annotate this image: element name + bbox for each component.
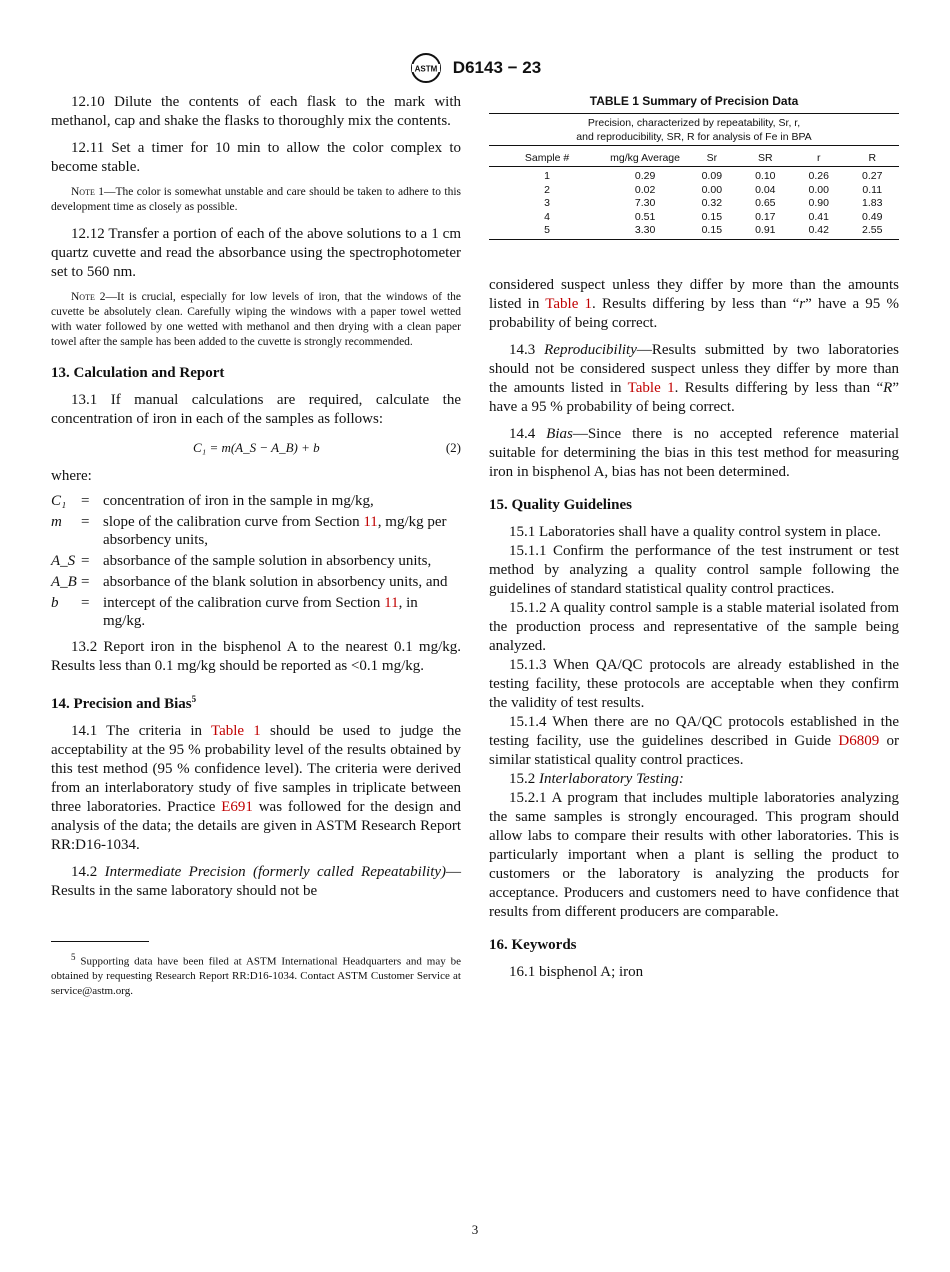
- table-title: TABLE 1 Summary of Precision Data: [589, 94, 799, 108]
- section-11-link[interactable]: 11: [384, 595, 399, 611]
- note-2: [51, 290, 461, 350]
- table-caption: Precision, characterized by repeatability, Sr, r, and reproducibility, SR, R for analysis of Fe in BPA: [489, 113, 899, 146]
- d6809-link[interactable]: D6809: [838, 733, 880, 749]
- data-table: [489, 146, 899, 240]
- note-2-label: Note 2: [71, 291, 106, 303]
- table-header-row: [489, 146, 899, 167]
- paragraph-14-1: 14.1 The criteria in Table 1 should be used to judge the acceptability at the 95 % probability level of the results obtained by this test method (95 % confidence level). The criteria were derived from an interlaboratory study of five samples in triplicate between three laboratories. Practice E691 was followed for the design and analysis of the data; the details are given in ASTM Research Report RR:D16-1034.: [51, 723, 461, 853]
- definition-text: absorbance of the sample solution in absorbency units,: [103, 553, 432, 569]
- e691-link[interactable]: E691: [221, 799, 253, 815]
- definition-symbol: A_S: [51, 553, 76, 569]
- note-1: [51, 185, 461, 215]
- column-header: Sr: [685, 146, 738, 167]
- definition-symbol: C₁: [51, 493, 67, 509]
- astm-logo-icon: [409, 52, 443, 84]
- section-13-heading: 13. Calculation and Report: [51, 365, 225, 381]
- paragraph-14-4: 14.4 Bias—Since there is no accepted reference material suitable for determining the bias in this test method for measuring iron in bisphenol A, bias has not been determined.: [489, 426, 899, 480]
- paragraph-12-10: 12.10 Dilute the contents of each flask to the mark with methanol, cap and shake the flasks to thoroughly mix the contents.: [51, 94, 461, 129]
- definition-row: m = slope of the calibration curve from Section 11, mg/kg per absorbency units,: [51, 513, 461, 549]
- table-row: 1 0.29 0.09 0.10 0.26 0.27: [544, 170, 883, 182]
- paragraph-15-2-1: 15.2.1 A program that includes multiple laboratories analyzing the same samples is strongly encouraged. This program should allow labs to compare their results with other laboratories. This is particularly important when a plant is selling the product to customers or the laboratory is analyzing the products for acceptance. Producers and customers need to have confidence that results from different producers are comparable.: [489, 790, 899, 920]
- table-1-link[interactable]: Table 1: [545, 296, 593, 312]
- page-number: 3: [471, 1222, 479, 1237]
- right-column: [489, 276, 899, 990]
- paragraph-14-2-continued: considered suspect unless they differ by more than the amounts listed in Table 1. Results differing by less than “r” have a 95 % probability of being correct.: [489, 277, 899, 331]
- column-header: Sample #: [489, 146, 605, 167]
- paragraph-15-1: 15.1 Laboratories shall have a quality control system in place.: [509, 524, 881, 540]
- paragraph-16-1: 16.1 bisphenol A; iron: [509, 964, 644, 980]
- paragraph-13-2: 13.2 Report iron in the bisphenol A to the nearest 0.1 mg/kg. Results less than 0.1 mg/kg should be reported as <0.1 mg/kg.: [51, 639, 461, 674]
- page-header: [0, 52, 950, 84]
- definition-text: slope of the calibration curve from Section 11, mg/kg per absorbency units,: [103, 514, 447, 548]
- definition-symbol: A_B: [51, 574, 77, 590]
- section-16-heading: 16. Keywords: [489, 937, 577, 953]
- note-1-label: Note 1: [71, 186, 104, 198]
- paragraph-14-2: 14.2 Intermediate Precision (formerly called Repeatability)—Results in the same laboratory should not be: [51, 864, 462, 899]
- definition-row: b = intercept of the calibration curve from Section 11, in mg/kg.: [51, 594, 461, 630]
- paragraph-13-1: 13.1 If manual calculations are required, calculate the concentration of iron in each of the samples as follows:: [51, 392, 461, 427]
- paragraph-15-1-1: 15.1.1 Confirm the performance of the test instrument or test method by analyzing a quality control sample following the guidelines of standard statistical quality control practices.: [489, 543, 899, 597]
- column-header: mg/kg Average: [605, 146, 685, 167]
- equation-number: (2): [445, 440, 461, 455]
- column-header: SR: [739, 146, 792, 167]
- paragraph-15-1-3: 15.1.3 When QA/QC protocols are already established in the testing facility, these protocols are acceptable when they confirm the validity of test results.: [489, 657, 899, 711]
- paragraph-15-1-2: 15.1.2 A quality control sample is a stable material isolated from the production process and representative of the sample being analyzed.: [489, 600, 899, 654]
- section-14-heading: 14. Precision and Bias$^5$: [51, 694, 197, 712]
- paragraph-14-3: 14.3 Reproducibility—Results submitted by two laboratories should not be considered suspect unless they differ by more than the amounts listed in Table 1. Results differing by less than “R” have a 95 % probability of being correct.: [489, 342, 900, 415]
- table-row: 4 0.51 0.15 0.17 0.41 0.49: [544, 210, 883, 223]
- footnote-divider: [51, 941, 149, 942]
- equation-2: [51, 437, 461, 459]
- left-column: [51, 93, 461, 1006]
- column-header: r: [792, 146, 845, 167]
- section-15-heading: 15. Quality Guidelines: [489, 497, 632, 513]
- table-1-link[interactable]: Table 1: [210, 723, 261, 739]
- equation-expression: C₁ = m(A_S − A_B) + b: [193, 440, 320, 455]
- paragraph-12-11: 12.11 Set a timer for 10 min to allow the color complex to become stable.: [51, 140, 461, 175]
- table-row: 3 7.30 0.32 0.65 0.90 1.83: [544, 197, 883, 209]
- paragraph-15-1-4: 15.1.4 When there are no QA/QC protocols established in the testing facility, use the guidelines described in Guide D6809 or similar statistical quality control practices.: [489, 714, 900, 768]
- column-header: R: [845, 146, 899, 167]
- definition-row: C₁ = concentration of iron in the sample in mg/kg,: [51, 492, 461, 510]
- section-11-link[interactable]: 11: [363, 514, 378, 530]
- paragraph-12-12: 12.12 Transfer a portion of each of the above solutions to a 1 cm quartz cuvette and read the absorbance using the spectrophotometer set to 560 nm.: [51, 226, 461, 280]
- table-row: 5 3.30 0.15 0.91 0.42 2.55: [489, 224, 899, 239]
- footnote-ref[interactable]: 5: [191, 694, 197, 704]
- table-row: 2 0.02 0.00 0.04 0.00 0.11: [544, 183, 883, 196]
- where-label: where:: [51, 468, 92, 484]
- definition-symbol: m: [51, 514, 62, 530]
- definition-text: concentration of iron in the sample in mg/kg,: [103, 493, 374, 509]
- definition-row: A_B = absorbance of the blank solution in absorbency units, and: [51, 573, 461, 591]
- definition-text: intercept of the calibration curve from Section 11, in mg/kg.: [103, 595, 418, 629]
- note-2-text: —It is crucial, especially for low levels of iron, that the windows of the cuvette be absolutely clean. Carefully wiping the windows with a paper towel wetted with water followed by one wetted with methanol and then drying with a clean paper towel after the sample has been added to the cuvette is strongly recommended.: [51, 291, 461, 348]
- precision-table: [489, 94, 899, 240]
- definition-symbol: b: [51, 595, 59, 611]
- definition-row: A_S = absorbance of the sample solution in absorbency units,: [51, 552, 461, 570]
- svg-text:ASTM: ASTM: [414, 64, 438, 74]
- footnote-5: $^5$ Supporting data have been filed at ASTM International Headquarters and may be obtained by requesting Research Report RR:D16-1034. Contact ASTM Customer Service at service@astm.org.: [51, 952, 461, 997]
- paragraph-15-2: 15.2 Interlaboratory Testing:: [509, 771, 684, 787]
- note-1-text: —The color is somewhat unstable and care should be taken to adhere to this development time as closely as possible.: [51, 186, 461, 213]
- definition-text: absorbance of the blank solution in absorbency units, and: [103, 574, 448, 590]
- table-1-link[interactable]: Table 1: [627, 380, 675, 396]
- document-id: D6143 − 23: [452, 58, 542, 77]
